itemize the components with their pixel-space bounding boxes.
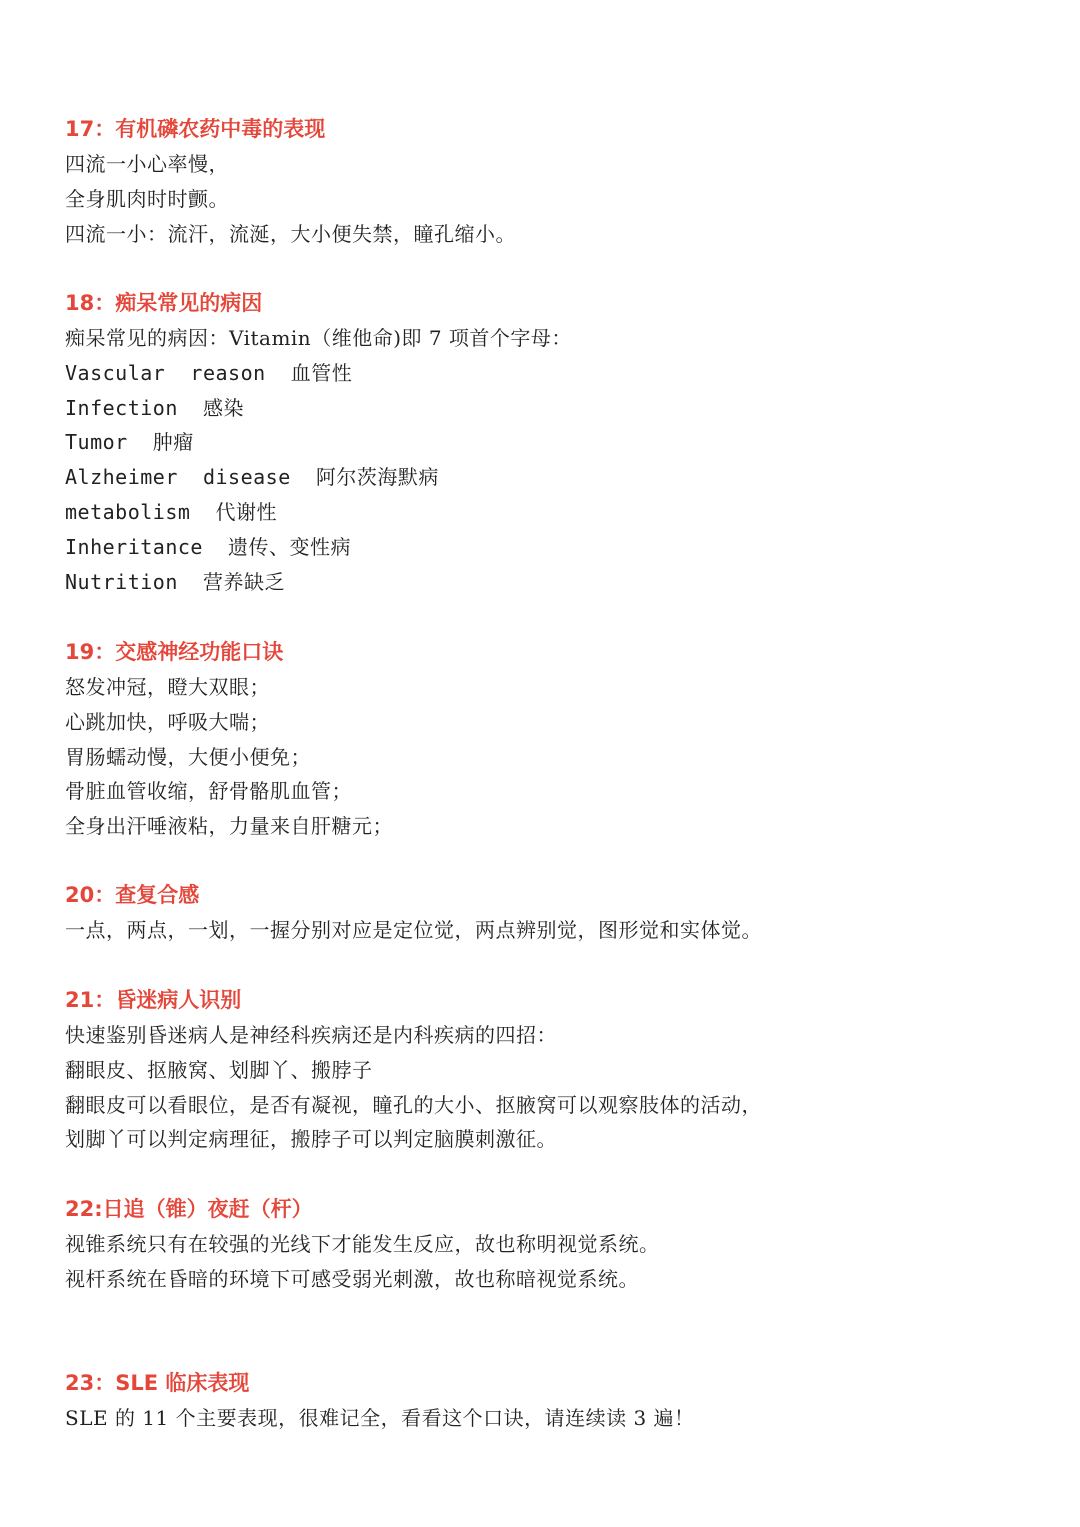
text-line: 快速鉴别昏迷病人是神经科疾病还是内科疾病的四招：	[65, 1023, 557, 1047]
section-heading: 22:日追（锥）夜赶（杆）	[65, 1197, 313, 1221]
text-line: 划脚丫可以判定病理征，搬脖子可以判定脑膜刺激征。	[65, 1127, 557, 1152]
section-heading: 18：痴呆常见的病因	[65, 291, 263, 315]
text-line: 视杆系统在昏暗的环境下可感受弱光刺激，故也称暗视觉系统。	[65, 1266, 639, 1291]
text-line: SLE 的 11 个主要表现，很难记全，看看这个口诀，请连续读 3 遍！	[65, 1406, 695, 1430]
section-23	[65, 1366, 1025, 1436]
section-heading: 23：SLE 临床表现	[65, 1371, 250, 1395]
text-line: 心跳加快，呼吸大喘；	[65, 709, 270, 734]
text-line: 四流一小：流汗，流涎，大小便失禁，瞳孔缩小。	[65, 221, 516, 246]
section-heading: 21：昏迷病人识别	[65, 988, 242, 1012]
text-line: 视锥系统只有在较强的光线下才能发生反应，故也称明视觉系统。	[65, 1232, 660, 1256]
section-21	[65, 983, 1025, 1157]
text-line: Tumor 肿瘤	[65, 430, 194, 455]
section-17	[65, 112, 1025, 251]
text-line: Infection 感染	[65, 395, 244, 420]
section-heading: 19：交感神经功能口诀	[65, 640, 284, 664]
text-line: Nutrition 营养缺乏	[65, 569, 285, 594]
text-line: 一点，两点，一划，一握分别对应是定位觉，两点辨别觉，图形觉和实体觉。	[65, 918, 762, 942]
text-line: Alzheimer disease 阿尔茨海默病	[65, 465, 439, 490]
text-line: 全身肌肉时时颤。	[65, 186, 229, 211]
text-line: 骨脏血管收缩，舒骨骼肌血管；	[65, 779, 352, 804]
text-line: 翻眼皮、抠腋窝、划脚丫、搬脖子	[65, 1057, 373, 1082]
text-line: 全身出汗唾液粘，力量来自肝糖元；	[65, 814, 393, 839]
section-heading: 20：查复合感	[65, 883, 200, 907]
section-20	[65, 878, 1025, 948]
section-19	[65, 635, 1025, 844]
text-line: 四流一小心率慢，	[65, 152, 229, 176]
section-22	[65, 1192, 1025, 1297]
text-line: Inheritance 遗传、变性病	[65, 534, 352, 559]
text-line: 怒发冲冠，瞪大双眼；	[65, 675, 270, 699]
text-line: metabolism 代谢性	[65, 499, 277, 524]
text-line: 痴呆常见的病因：Vitamin（维他命)即 7 项首个字母：	[65, 326, 572, 350]
text-line: 翻眼皮可以看眼位，是否有凝视，瞳孔的大小、抠腋窝可以观察肢体的活动，	[65, 1092, 762, 1117]
section-heading: 17：有机磷农药中毒的表现	[65, 117, 326, 141]
text-line: Vascular reason 血管性	[65, 360, 353, 385]
text-line: 胃肠蠕动慢，大便小便免；	[65, 744, 311, 769]
section-18	[65, 286, 1025, 599]
